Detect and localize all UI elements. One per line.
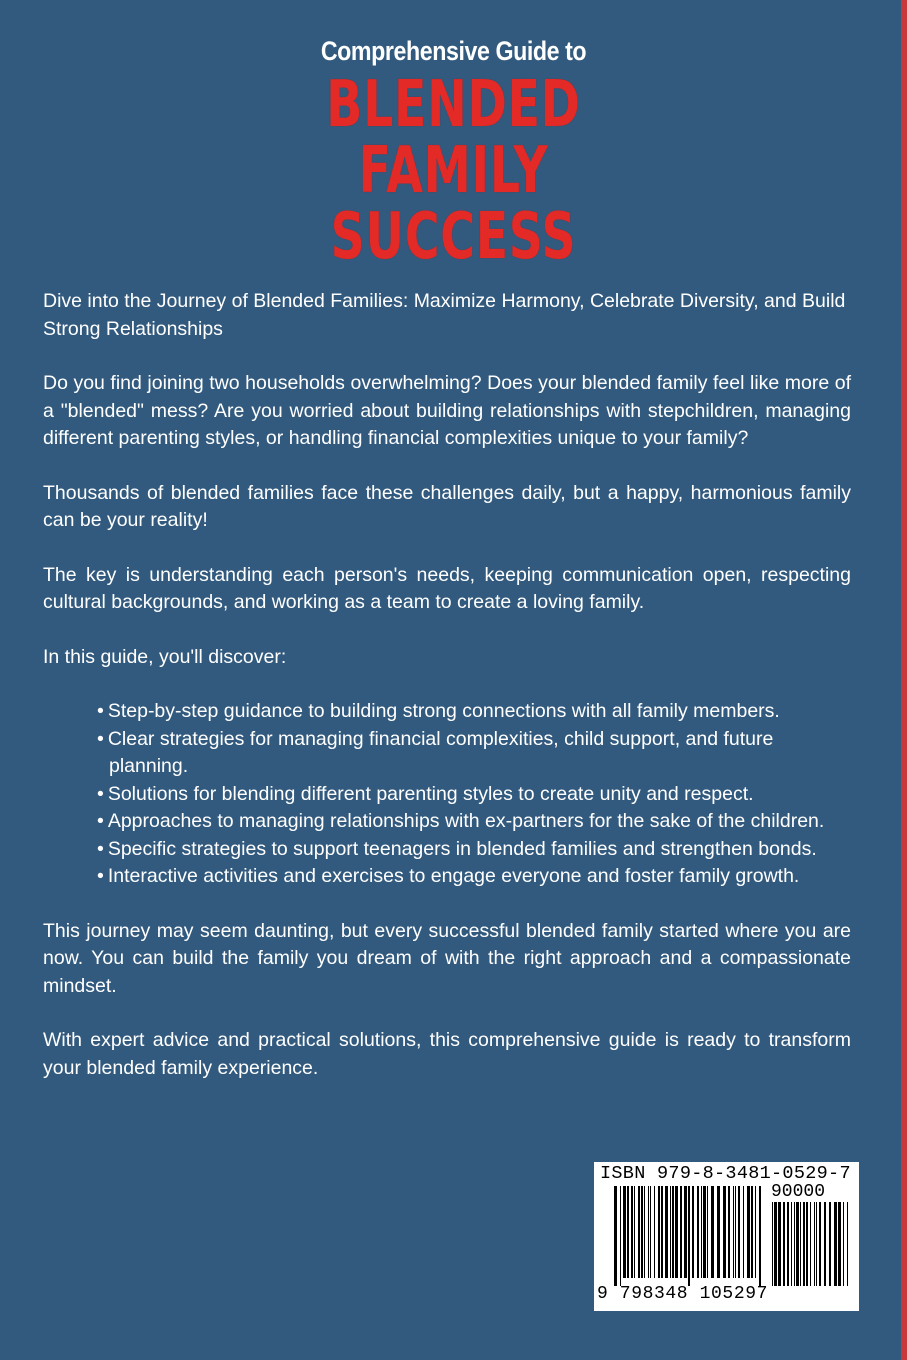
isbn-barcode (594, 1162, 859, 1311)
cover-header (0, 34, 907, 274)
thousands-paragraph: Thousands of blended families face these challenges daily, but a happy, harmonious family can be your reality! (43, 481, 851, 531)
price-code: 90000 (771, 1182, 826, 1202)
discover-lead: In this guide, you'll discover: (43, 645, 287, 668)
back-cover-copy (43, 288, 851, 1109)
subtitle: Comprehensive Guide to (320, 36, 587, 66)
title-line-1: BLENDED (326, 68, 581, 142)
barcode-bars-icon (614, 1186, 762, 1286)
price-barcode-bars-icon (772, 1202, 852, 1286)
key-paragraph: The key is understanding each person's needs, keeping communication open, respecting cultural backgrounds, and working as a team to create a loving family. (43, 563, 851, 613)
title-line-2: FAMILY (358, 134, 549, 208)
title-line-3: SUCCESS (330, 200, 577, 274)
list-item: • Clear strategies for managing financial complexities, child support, and future planning. (97, 726, 851, 781)
list-item: • Approaches to managing relationships with ex-partners for the sake of the children. (97, 808, 851, 836)
book-title (118, 68, 789, 274)
barcode-digits: 9 798348 105297 (597, 1284, 769, 1304)
list-item: • Solutions for blending different parenting styles to create unity and respect. (97, 781, 851, 809)
closing-paragraph: With expert advice and practical solutions, this comprehensive guide is ready to transform your blended family experience. (43, 1029, 851, 1079)
isbn-label: ISBN 979-8-3481-0529-7 (600, 1163, 851, 1184)
list-item: • Step-by-step guidance to building strong connections with all family members. (97, 698, 851, 726)
list-item: • Interactive activities and exercises to engage everyone and foster family growth. (97, 863, 851, 891)
journey-paragraph: This journey may seem daunting, but every successful blended family started where you are now. You can build the family you dream of with the right approach and a compassionate mindset. (43, 919, 851, 997)
feature-list (43, 698, 851, 891)
list-item: • Specific strategies to support teenagers in blended families and strengthen bonds. (97, 836, 851, 864)
intro-paragraph: Dive into the Journey of Blended Families: Maximize Harmony, Celebrate Diversity, and Build Strong Relationships (43, 290, 846, 340)
questions-paragraph: Do you find joining two households overwhelming? Does your blended family feel like more of a "blended" mess? Are you worried about building relationships with stepchildren, managing different parenting styles, or handling financial complexities unique to your family? (43, 372, 851, 449)
